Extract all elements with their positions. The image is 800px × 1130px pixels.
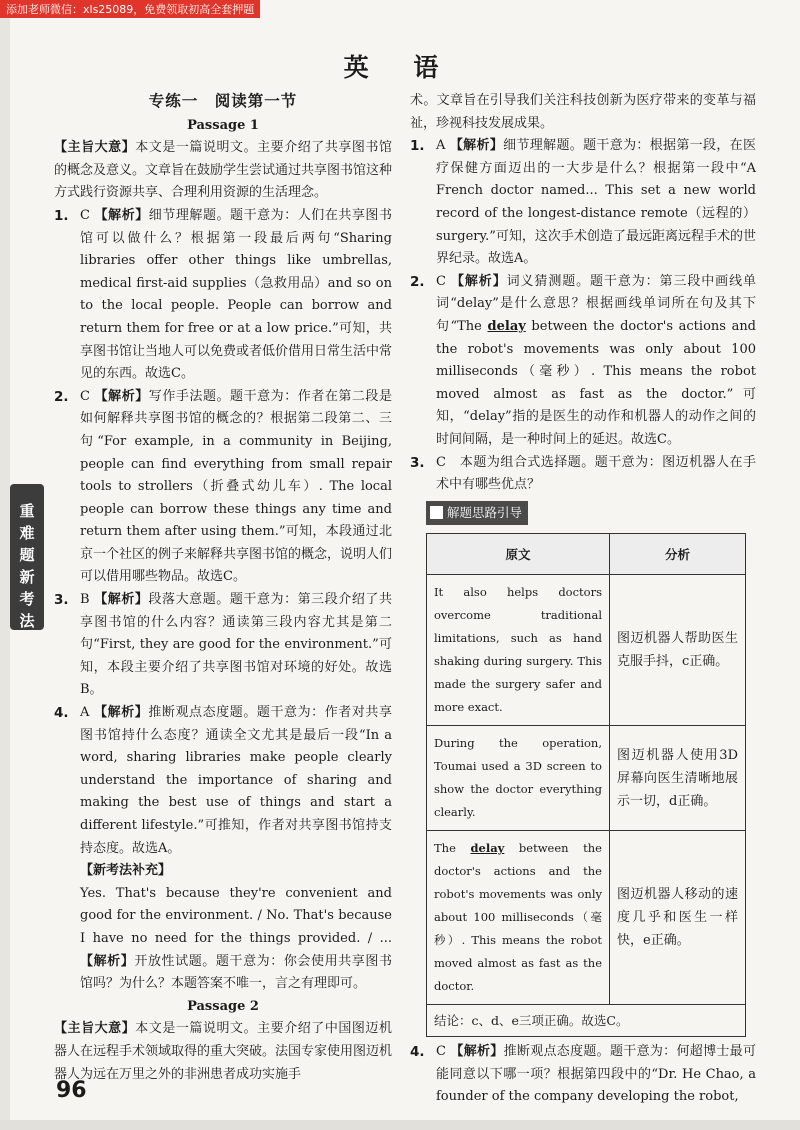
- analysis-tag: 【解析】: [450, 273, 507, 289]
- analysis-text: 细节理解题。题干意为：根据第一段，在医疗保健方面迈出的一大步是什么？根据第一段中“A French doctor named... This set a new world record of the longest-distance remote（远程的）surgery.”可知，这次手术创造了最远距离远程手术的世界纪录。故选A。: [436, 138, 756, 267]
- answer-letter: A: [80, 705, 95, 721]
- supplement-answer: Yes. That's because they're convenient and good for the environment. / No. That's because I have no need for the things provided. / ...: [80, 885, 392, 946]
- solution-guide-text: 解题思路引导: [447, 504, 523, 520]
- analysis-tag: 【解析】: [94, 207, 149, 223]
- supplement-tag: 【新考法补充】: [80, 863, 172, 879]
- side-tab-char: 法: [19, 612, 35, 630]
- passage-2-main-idea-continued: 术。文章旨在引导我们关注科技创新为医疗带来的变革与福祉，珍视科技发展成果。: [410, 93, 756, 131]
- table-row: [427, 831, 746, 1005]
- main-idea-tag: 【主旨大意】: [54, 1021, 136, 1037]
- item-number: 4.: [410, 1044, 425, 1061]
- analysis-text: 推断观点态度题。题干意为：何超博士最可能同意以下哪一项？根据第四段中的“Dr. He Chao, a founder of the company developing the robot,: [436, 1044, 756, 1105]
- supplement-block: [54, 860, 392, 996]
- side-tab-char: 重: [19, 502, 35, 520]
- main-idea-tag: 【主旨大意】: [54, 140, 136, 156]
- side-tab: [10, 484, 44, 630]
- analysis-cell: 图迈机器人帮助医生克服手抖，c正确。: [610, 575, 746, 726]
- item-number: 4.: [54, 705, 69, 722]
- passage-2-main-idea: [54, 1018, 392, 1086]
- item-number: 2.: [54, 388, 69, 405]
- passage-1-main-idea: [54, 137, 392, 205]
- scan-left-edge: [0, 0, 10, 1130]
- page-title: 英 语: [343, 53, 457, 82]
- page-number: 96: [56, 1078, 87, 1103]
- item-number: 1.: [54, 207, 69, 224]
- answer-item-p2-3: [410, 452, 756, 497]
- analysis-tag: 【解析】: [94, 705, 149, 721]
- analysis-text: 段落大意题。题干意为：第三段介绍了共享图书馆的什么内容？通读第三段内容尤其是第二句“First, they are good for the environment.”可知，本段主要介绍了共享图书馆对环境的好处。故选B。: [80, 592, 392, 698]
- watermark-banner: 添加老师微信：xls25089，免费领取初高全套押题: [0, 0, 260, 18]
- answer-item-p2-1: [410, 135, 756, 271]
- answer-item-p2-2: [410, 271, 756, 452]
- analysis-tag: 【解析】: [94, 592, 149, 608]
- item-number: 3.: [54, 592, 69, 609]
- analysis-tag: 【解析】: [450, 1044, 504, 1060]
- answer-letter: A: [436, 138, 450, 154]
- answer-item-p2-4: [410, 1041, 756, 1109]
- table-header-analysis: 分析: [610, 534, 746, 575]
- table-header-original: 原文: [427, 534, 610, 575]
- analysis-tag: 【解析】: [449, 138, 504, 154]
- left-column: [54, 90, 392, 1086]
- analysis-table: [426, 533, 746, 1037]
- analysis-cell: 图迈机器人使用3D屏幕向医生清晰地展示一切，d正确。: [610, 726, 746, 831]
- original-text-cell: During the operation, Toumai used a 3D screen to show the doctor everything clearly.: [427, 726, 610, 831]
- conclusion-cell: 结论：c、d、e三项正确。故选C。: [427, 1005, 746, 1037]
- analysis-cell: 图迈机器人移动的速度几乎和医生一样快，e正确。: [610, 831, 746, 1005]
- original-text-cell: It also helps doctors overcome traditional limitations, such as hand shaking during surgery. This made the surgery safer and more exact.: [427, 575, 610, 726]
- analysis-text: 写作手法题。题干意为：作者在第二段是如何解释共享图书馆的概念的？根据第二段第二、三句“For example, in a community in Beijing, people can find everything from small repair tools to strollers（折叠式幼儿车）. The local people can borrow these things any time and return them after using them.”可知，本段通过北京一个社区的例子来解释共享图书馆的概念，说明人们可以借用哪些物品。故选C。: [80, 388, 393, 585]
- section-title: 专练一 阅读第一节: [148, 92, 298, 110]
- answer-letter: B: [80, 592, 95, 608]
- answer-letter: C: [80, 388, 95, 404]
- edit-note-icon: [430, 506, 443, 519]
- answer-item-4: [54, 702, 392, 860]
- answer-letter: C: [436, 273, 451, 289]
- answer-item-1: [54, 205, 392, 386]
- side-tab-char: 题: [19, 546, 35, 564]
- analysis-tag: 【解析】: [94, 388, 149, 404]
- underlined-word: delay: [470, 841, 505, 856]
- cell-text: The: [434, 841, 471, 856]
- answer-letter: C: [80, 207, 95, 223]
- item-number: 1.: [410, 138, 425, 155]
- analysis-text: 推断观点态度题。题干意为：作者对共享图书馆持什么态度？通读全文尤其是最后一段“In a word, sharing libraries make people clearly understand the importance of sharing and making the best use of things and start a different lifestyle.”可推知，作者对共享图书馆持支持态度。故选A。: [80, 705, 392, 856]
- supplement-analysis: 开放性试题。题干意为：你会使用共享图书馆吗？为什么？本题答案不唯一，言之有理即可。: [80, 953, 392, 992]
- side-tab-char: 新: [19, 568, 35, 586]
- main-idea-text: 本文是一篇说明文。主要介绍了中国图迈机器人在远程手术领域取得的重大突破。法国专家使用图迈机器人为远在万里之外的非洲患者成功实施手: [54, 1021, 393, 1082]
- underlined-word: delay: [487, 318, 526, 334]
- table-header-row: [427, 534, 746, 575]
- item-number: 3.: [410, 454, 425, 471]
- answer-item-2: [54, 386, 392, 589]
- analysis-tag: 【解析】: [80, 953, 135, 969]
- analysis-text: C 本题为组合式选择题。题干意为：图迈机器人在手术中有哪些优点？: [436, 454, 756, 493]
- analysis-text-continued: between the doctor's actions and the robot's movements was only about 100 milliseconds（毫秒）. This means the robot moved almost as fast as the doctor.”可知，“delay”指的是医生的动作和机器人的动作之间的时间间隔，是一种时间上的延迟。故选C。: [436, 318, 757, 447]
- analysis-text: 词义猜测题。题干意为：第三段中画线单词“delay”是什么意思？根据画线单词所在句及其下句“The: [436, 273, 756, 334]
- original-text-cell: [427, 831, 610, 1005]
- solution-guide-label: [426, 501, 528, 526]
- main-idea-text: 本文是一篇说明文。主要介绍了共享图书馆的概念及意义。文章旨在鼓励学生尝试通过共享图书馆这种方式践行资源共享、合理利用资源的生活理念。: [54, 140, 393, 201]
- side-tab-char: 难: [19, 524, 35, 542]
- scan-bottom-edge: [0, 1120, 800, 1130]
- passage-1-title: Passage 1: [187, 117, 259, 133]
- answer-item-3: [54, 589, 392, 702]
- right-column: [410, 90, 756, 1109]
- side-tab-char: 考: [19, 590, 35, 608]
- analysis-text: 细节理解题。题干意为：人们在共享图书馆可以做什么？根据第一段最后两句“Sharing libraries offer other things like umbrellas, medical first-aid supplies（急救用品）and so on to the local people. People can borrow and return them for free or at a low price.”可知，共享图书馆让当地人可以免费或者低价借用日常生活中常见的东西。故选C。: [80, 207, 393, 382]
- passage-2-title: Passage 2: [187, 998, 259, 1014]
- answer-letter: C: [436, 1044, 451, 1060]
- item-number: 2.: [410, 273, 425, 290]
- table-row: [427, 726, 746, 831]
- table-conclusion-row: [427, 1005, 746, 1037]
- cell-text-continued: between the doctor's actions and the robot's movements was only about 100 milliseconds（毫秒）. This means the robot moved almost as fast as the doctor.: [434, 841, 602, 994]
- table-row: [427, 575, 746, 726]
